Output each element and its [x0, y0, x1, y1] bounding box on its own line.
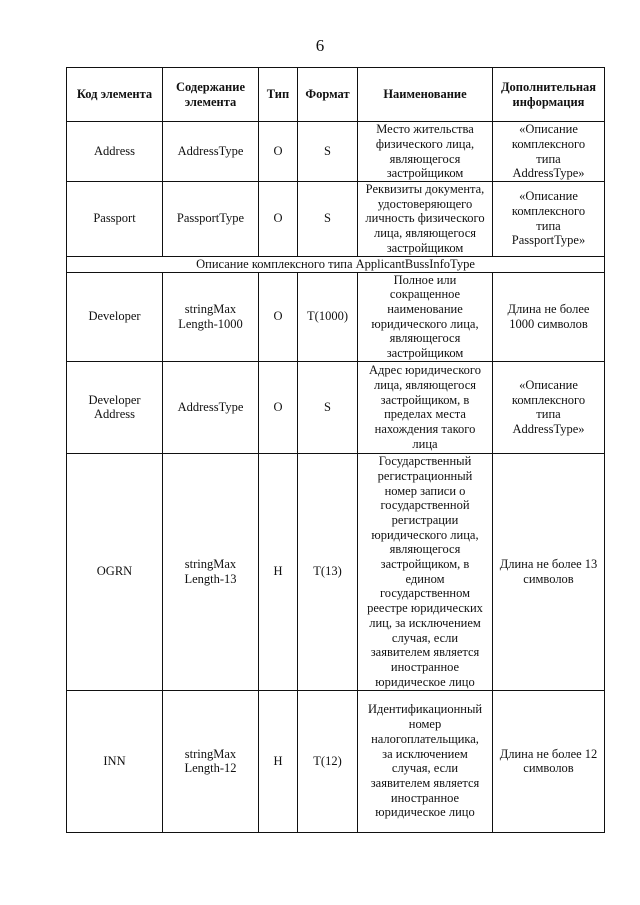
- cell-content: AddressType: [163, 122, 259, 182]
- cell-content: stringMax Length-13: [163, 453, 259, 690]
- page-number: 6: [315, 36, 325, 55]
- cell-info: «Описание комплексного типа AddressType»: [493, 361, 605, 453]
- cell-type: О: [259, 122, 298, 182]
- cell-type: О: [259, 272, 298, 361]
- table-row: [67, 272, 605, 361]
- cell-format: T(13): [298, 453, 358, 690]
- table-row: [67, 182, 605, 257]
- cell-code: Developer Address: [67, 361, 163, 453]
- table-row: [67, 690, 605, 832]
- cell-info: Длина не более 13 символов: [493, 453, 605, 690]
- section-row: [67, 256, 605, 272]
- table-row: [67, 453, 605, 690]
- header-content: Содержание элемента: [163, 68, 259, 122]
- header-name: Наименование: [358, 68, 493, 122]
- cell-name: Идентификационный номер налогоплательщика, за исключением случая, если заявителем является иностранное юридическое лицо: [358, 690, 493, 832]
- table-row: [67, 361, 605, 453]
- cell-name: Адрес юридического лица, являющегося застройщиком, в пределах места нахождения такого лица: [358, 361, 493, 453]
- cell-name: Место жительства физического лица, являющегося застройщиком: [358, 122, 493, 182]
- cell-code: INN: [67, 690, 163, 832]
- cell-format: S: [298, 122, 358, 182]
- cell-format: S: [298, 361, 358, 453]
- cell-type: Н: [259, 453, 298, 690]
- cell-info: «Описание комплексного типа AddressType»: [493, 122, 605, 182]
- cell-code: OGRN: [67, 453, 163, 690]
- cell-code: Address: [67, 122, 163, 182]
- cell-format: S: [298, 182, 358, 257]
- cell-content: AddressType: [163, 361, 259, 453]
- header-row: [67, 68, 605, 122]
- header-info: Дополнительная информация: [493, 68, 605, 122]
- cell-format: T(12): [298, 690, 358, 832]
- cell-type: О: [259, 182, 298, 257]
- header-type: Тип: [259, 68, 298, 122]
- section-title: Описание комплексного типа ApplicantBussInfoType: [67, 256, 605, 272]
- cell-info: Длина не более 12 символов: [493, 690, 605, 832]
- cell-type: О: [259, 361, 298, 453]
- cell-content: stringMax Length-12: [163, 690, 259, 832]
- cell-code: Passport: [67, 182, 163, 257]
- cell-info: Длина не более 1000 символов: [493, 272, 605, 361]
- header-format: Формат: [298, 68, 358, 122]
- cell-name: Государственный регистрационный номер записи о государственной регистрации юридического лица, являющегося застройщиком, в едином государственном реестре юридических лиц, за исключением случая, если заявителем является иностранное юридическое лицо: [358, 453, 493, 690]
- cell-code: Developer: [67, 272, 163, 361]
- table-row: [67, 122, 605, 182]
- cell-info: «Описание комплексного типа PassportType»: [493, 182, 605, 257]
- header-code: Код элемента: [67, 68, 163, 122]
- cell-type: Н: [259, 690, 298, 832]
- element-spec-table: [66, 67, 605, 833]
- cell-content: PassportType: [163, 182, 259, 257]
- cell-name: Полное или сокращенное наименование юридического лица, являющегося застройщиком: [358, 272, 493, 361]
- cell-content: stringMax Length-1000: [163, 272, 259, 361]
- cell-name: Реквизиты документа, удостоверяющего личность физического лица, являющегося застройщиком: [358, 182, 493, 257]
- cell-format: T(1000): [298, 272, 358, 361]
